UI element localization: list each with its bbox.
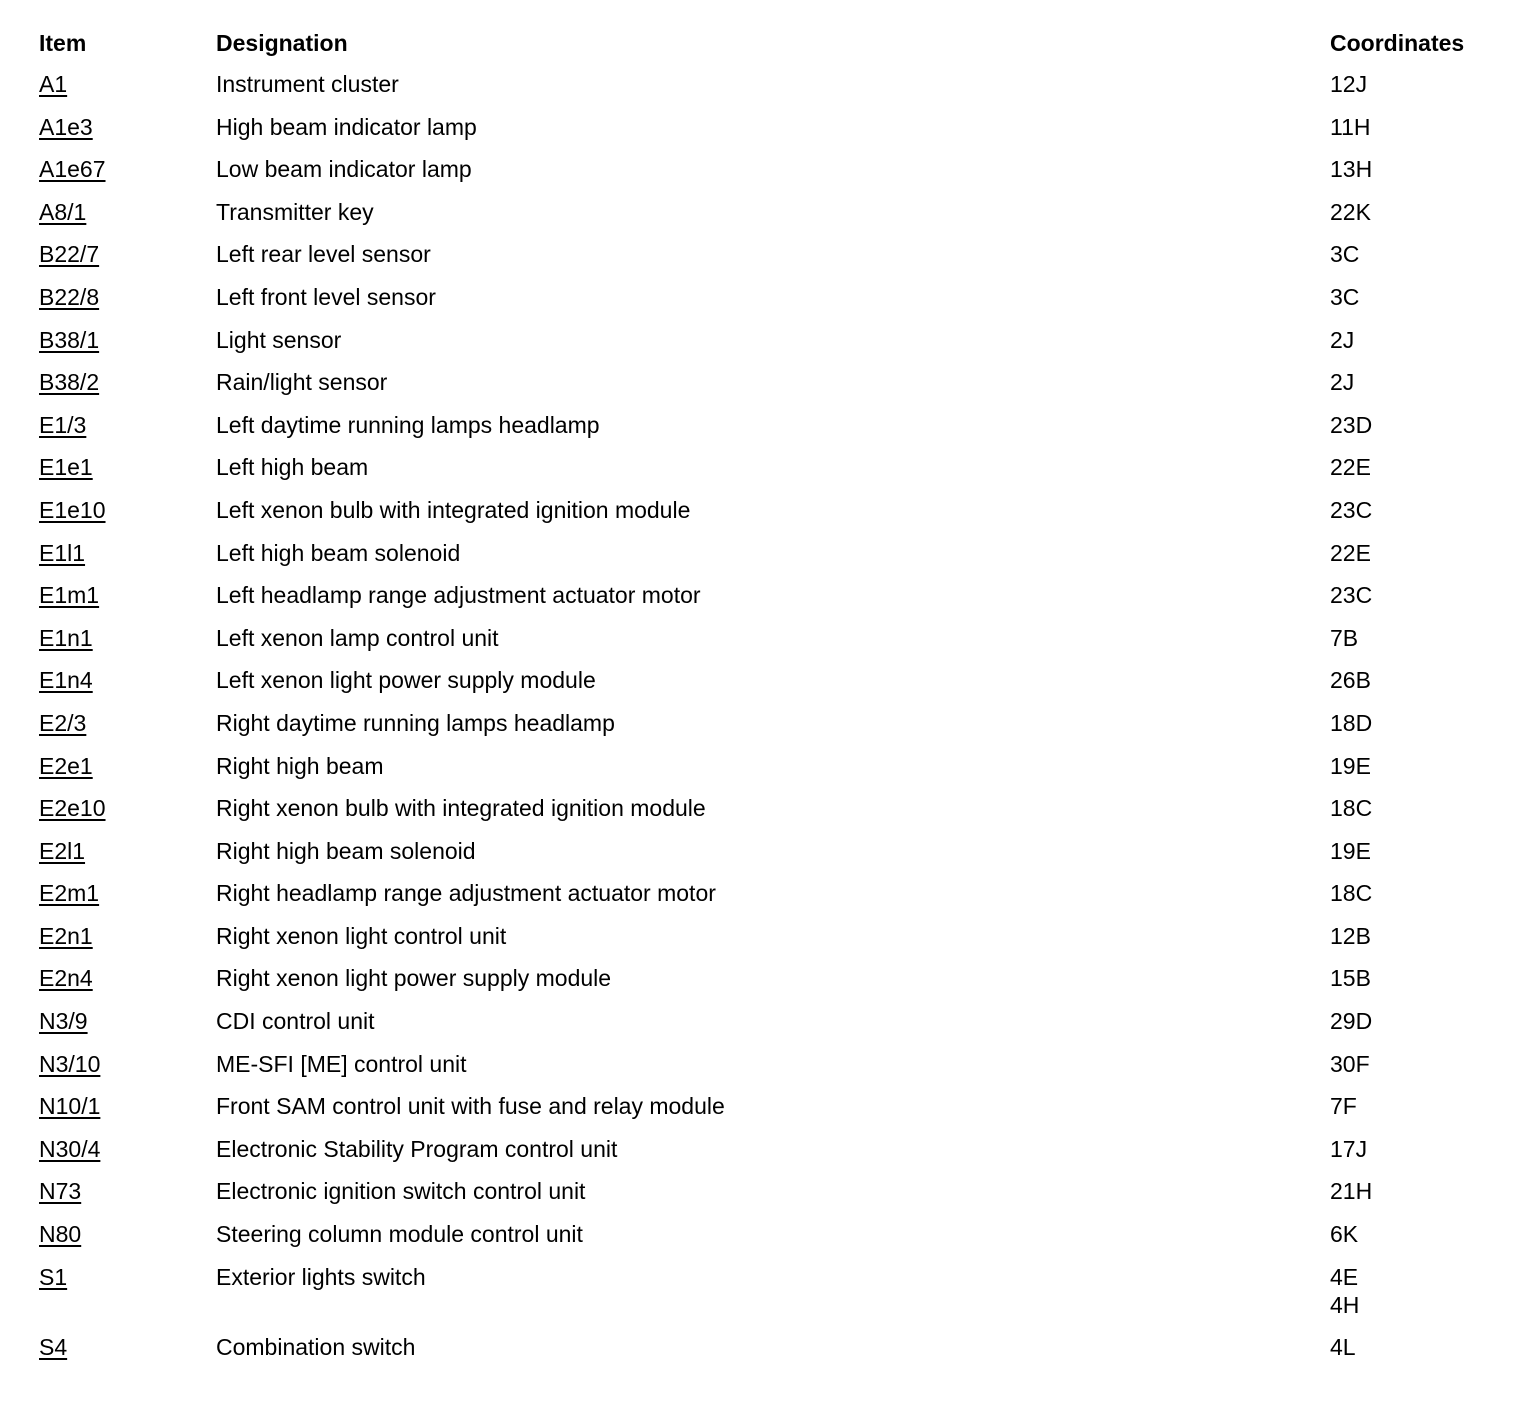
- coordinate-value: 13H: [1330, 156, 1373, 183]
- coordinates-cell: [1330, 237, 1499, 280]
- coordinates-cell: [1330, 791, 1499, 834]
- designation-cell: Left high beam: [216, 454, 369, 481]
- coordinate-value: 22E: [1330, 539, 1371, 566]
- table-row: [39, 791, 1499, 834]
- coordinates-cell: [1330, 1260, 1499, 1330]
- coordinates-cell: [1330, 152, 1499, 195]
- component-legend-table: [39, 30, 1499, 1372]
- coordinates-cell: [1330, 536, 1499, 579]
- table-row: [39, 1174, 1499, 1217]
- designation-cell: Right xenon light control unit: [216, 922, 507, 949]
- coordinate-value: 15B: [1330, 965, 1371, 992]
- coordinate-value: 4L: [1330, 1333, 1356, 1360]
- coordinates-cell: [1330, 1217, 1499, 1260]
- table-row: [39, 663, 1499, 706]
- coordinates-cell: [1330, 1004, 1499, 1047]
- item-cell: [39, 1132, 216, 1175]
- coordinates-cell: [1330, 195, 1499, 238]
- item-cell: [39, 323, 216, 366]
- coordinates-cell: [1330, 876, 1499, 919]
- designation-cell: Right high beam solenoid: [216, 837, 476, 864]
- item-link[interactable]: N3/9: [39, 1008, 88, 1035]
- table-row: [39, 1047, 1499, 1090]
- table-row: [39, 280, 1499, 323]
- item-cell: [39, 408, 216, 451]
- item-link[interactable]: N3/10: [39, 1050, 101, 1077]
- table-row: [39, 706, 1499, 749]
- designation-cell: ME-SFI [ME] control unit: [216, 1050, 467, 1077]
- item-cell: [39, 876, 216, 919]
- coordinate-value: 26B: [1330, 667, 1371, 694]
- item-link[interactable]: A1: [39, 71, 68, 97]
- designation-cell: Electronic Stability Program control unit: [216, 1135, 618, 1162]
- coordinate-value: 2J: [1330, 369, 1355, 396]
- coordinates-cell: [1330, 1047, 1499, 1090]
- designation-cell: Steering column module control unit: [216, 1221, 583, 1248]
- table-row: [39, 578, 1499, 621]
- item-cell: [39, 237, 216, 280]
- item-cell: [39, 1260, 216, 1330]
- coordinates-cell: [1330, 749, 1499, 792]
- coordinates-cell: [1330, 961, 1499, 1004]
- item-link[interactable]: E1l1: [39, 539, 86, 566]
- table-row: [39, 323, 1499, 366]
- designation-cell: CDI control unit: [216, 1008, 375, 1035]
- table-row: [39, 1004, 1499, 1047]
- item-link[interactable]: N80: [39, 1221, 82, 1248]
- item-cell: [39, 578, 216, 621]
- coordinates-cell: [1330, 1330, 1499, 1373]
- item-cell: [39, 749, 216, 792]
- table-row: [39, 961, 1499, 1004]
- designation-cell: Left front level sensor: [216, 283, 436, 310]
- table-row: [39, 450, 1499, 493]
- designation-cell: Left high beam solenoid: [216, 539, 461, 566]
- item-cell: [39, 195, 216, 238]
- item-cell: [39, 110, 216, 153]
- designation-cell: Right headlamp range adjustment actuator motor: [216, 880, 716, 907]
- table-row: [39, 536, 1499, 579]
- item-cell: [39, 706, 216, 749]
- item-cell: [39, 493, 216, 536]
- coordinate-value: 17J: [1330, 1135, 1368, 1162]
- coordinate-value: 22E: [1330, 454, 1371, 481]
- coordinates-cell: [1330, 706, 1499, 749]
- coordinates-cell: [1330, 67, 1499, 110]
- item-cell: [39, 919, 216, 962]
- coordinates-cell: [1330, 450, 1499, 493]
- coordinate-value: 4H: [1330, 1291, 1360, 1318]
- item-cell: [39, 280, 216, 323]
- designation-cell: Right xenon bulb with integrated ignition module: [216, 795, 706, 822]
- item-cell: [39, 834, 216, 877]
- item-cell: [39, 450, 216, 493]
- table-row: [39, 110, 1499, 153]
- coordinate-value: 23D: [1330, 411, 1373, 438]
- designation-cell: Electronic ignition switch control unit: [216, 1178, 586, 1205]
- item-link[interactable]: N30/4: [39, 1135, 101, 1162]
- item-link[interactable]: S4: [39, 1333, 68, 1360]
- item-link[interactable]: E2e10: [39, 795, 106, 822]
- item-link[interactable]: B38/2: [39, 369, 100, 396]
- coordinates-cell: [1330, 110, 1499, 153]
- item-link[interactable]: E1e10: [39, 496, 106, 523]
- item-cell: [39, 67, 216, 110]
- coordinates-cell: [1330, 834, 1499, 877]
- coordinate-value: 3C: [1330, 283, 1360, 310]
- item-cell: [39, 536, 216, 579]
- designation-cell: Combination switch: [216, 1333, 416, 1360]
- designation-cell: Front SAM control unit with fuse and relay module: [216, 1093, 725, 1120]
- table-row: [39, 152, 1499, 195]
- coordinate-value: 7F: [1330, 1093, 1357, 1120]
- coordinates-cell: [1330, 280, 1499, 323]
- coordinate-value: 11H: [1330, 113, 1371, 140]
- designation-cell: Left daytime running lamps headlamp: [216, 411, 600, 438]
- item-link[interactable]: E1e1: [39, 454, 93, 481]
- item-cell: [39, 1089, 216, 1132]
- coordinates-cell: [1330, 1089, 1499, 1132]
- item-link[interactable]: E1m1: [39, 582, 100, 609]
- item-link[interactable]: A1e67: [39, 156, 106, 183]
- coordinate-value: 29D: [1330, 1008, 1373, 1035]
- coordinates-cell: [1330, 493, 1499, 536]
- item-link[interactable]: N73: [39, 1178, 82, 1205]
- item-link[interactable]: A1e3: [39, 113, 93, 140]
- item-link[interactable]: B22/7: [39, 241, 100, 268]
- coordinate-value: 19E: [1330, 752, 1371, 779]
- item-link[interactable]: N10/1: [39, 1093, 101, 1120]
- item-link[interactable]: E1n1: [39, 624, 93, 651]
- coordinates-cell: [1330, 408, 1499, 451]
- item-cell: [39, 1004, 216, 1047]
- header-designation: Designation: [216, 30, 348, 56]
- designation-cell: Low beam indicator lamp: [216, 156, 472, 183]
- coordinate-value: 23C: [1330, 496, 1373, 523]
- coordinates-cell: [1330, 365, 1499, 408]
- item-link[interactable]: A8/1: [39, 198, 87, 225]
- table-row: [39, 749, 1499, 792]
- item-link[interactable]: E2n1: [39, 922, 93, 949]
- designation-cell: Instrument cluster: [216, 71, 399, 97]
- item-link[interactable]: E2/3: [39, 709, 87, 736]
- coordinates-cell: [1330, 1132, 1499, 1175]
- coordinates-cell: [1330, 919, 1499, 962]
- designation-cell: Rain/light sensor: [216, 369, 388, 396]
- item-cell: [39, 1047, 216, 1090]
- coordinate-value: 2J: [1330, 326, 1355, 353]
- designation-cell: Right high beam: [216, 752, 384, 779]
- item-cell: [39, 152, 216, 195]
- designation-cell: Left xenon bulb with integrated ignition module: [216, 496, 691, 523]
- table-row: [39, 365, 1499, 408]
- coordinate-value: 19E: [1330, 837, 1371, 864]
- designation-cell: High beam indicator lamp: [216, 113, 477, 140]
- coordinate-value: 18C: [1330, 880, 1373, 907]
- table-row: [39, 1089, 1499, 1132]
- coordinate-value: 18C: [1330, 795, 1373, 822]
- coordinate-value: 7B: [1330, 624, 1359, 651]
- item-link[interactable]: E1n4: [39, 667, 93, 694]
- header-row: [39, 30, 1499, 67]
- table-row: [39, 237, 1499, 280]
- coordinate-value: 12B: [1330, 922, 1371, 949]
- coordinates-cell: [1330, 621, 1499, 664]
- header-coordinates: Coordinates: [1330, 30, 1465, 56]
- item-cell: [39, 621, 216, 664]
- coordinate-value: 6K: [1330, 1221, 1359, 1248]
- item-cell: [39, 365, 216, 408]
- table-row: [39, 1330, 1499, 1373]
- item-link[interactable]: S1: [39, 1263, 68, 1290]
- item-cell: [39, 1330, 216, 1373]
- designation-cell: Left xenon lamp control unit: [216, 624, 499, 651]
- item-link[interactable]: E2n4: [39, 965, 93, 992]
- table-row: [39, 195, 1499, 238]
- coordinate-value: 30F: [1330, 1050, 1370, 1077]
- table-row: [39, 834, 1499, 877]
- header-item: Item: [39, 30, 87, 56]
- designation-cell: Light sensor: [216, 326, 342, 353]
- coordinate-value: 21H: [1330, 1178, 1373, 1205]
- item-cell: [39, 663, 216, 706]
- table-row: [39, 1260, 1499, 1330]
- item-link[interactable]: E1/3: [39, 411, 87, 438]
- item-cell: [39, 1174, 216, 1217]
- designation-cell: Transmitter key: [216, 198, 374, 225]
- coordinates-cell: [1330, 323, 1499, 366]
- coordinates-cell: [1330, 663, 1499, 706]
- designation-cell: Left rear level sensor: [216, 241, 431, 268]
- table-row: [39, 67, 1499, 110]
- coordinate-value: 23C: [1330, 582, 1373, 609]
- coordinate-value: 4E: [1330, 1263, 1359, 1290]
- table-row: [39, 1217, 1499, 1260]
- table-row: [39, 408, 1499, 451]
- coordinate-value: 12J: [1330, 71, 1368, 97]
- coordinate-value: 18D: [1330, 709, 1373, 736]
- designation-cell: Exterior lights switch: [216, 1263, 426, 1290]
- designation-cell: Right daytime running lamps headlamp: [216, 709, 615, 736]
- table-row: [39, 919, 1499, 962]
- table-row: [39, 493, 1499, 536]
- item-link[interactable]: B22/8: [39, 283, 100, 310]
- item-link[interactable]: E2e1: [39, 752, 93, 779]
- coordinate-value: 3C: [1330, 241, 1360, 268]
- table-row: [39, 1132, 1499, 1175]
- coordinates-cell: [1330, 1174, 1499, 1217]
- item-cell: [39, 961, 216, 1004]
- item-link[interactable]: E2m1: [39, 880, 100, 907]
- coordinate-value: 22K: [1330, 198, 1371, 225]
- coordinates-cell: [1330, 578, 1499, 621]
- table-row: [39, 621, 1499, 664]
- table-row: [39, 876, 1499, 919]
- item-cell: [39, 791, 216, 834]
- item-link[interactable]: E2l1: [39, 837, 86, 864]
- designation-cell: Left headlamp range adjustment actuator motor: [216, 582, 701, 609]
- designation-cell: Left xenon light power supply module: [216, 667, 596, 694]
- designation-cell: Right xenon light power supply module: [216, 965, 612, 992]
- item-link[interactable]: B38/1: [39, 326, 100, 353]
- legend-body: [39, 67, 1499, 1372]
- item-cell: [39, 1217, 216, 1260]
